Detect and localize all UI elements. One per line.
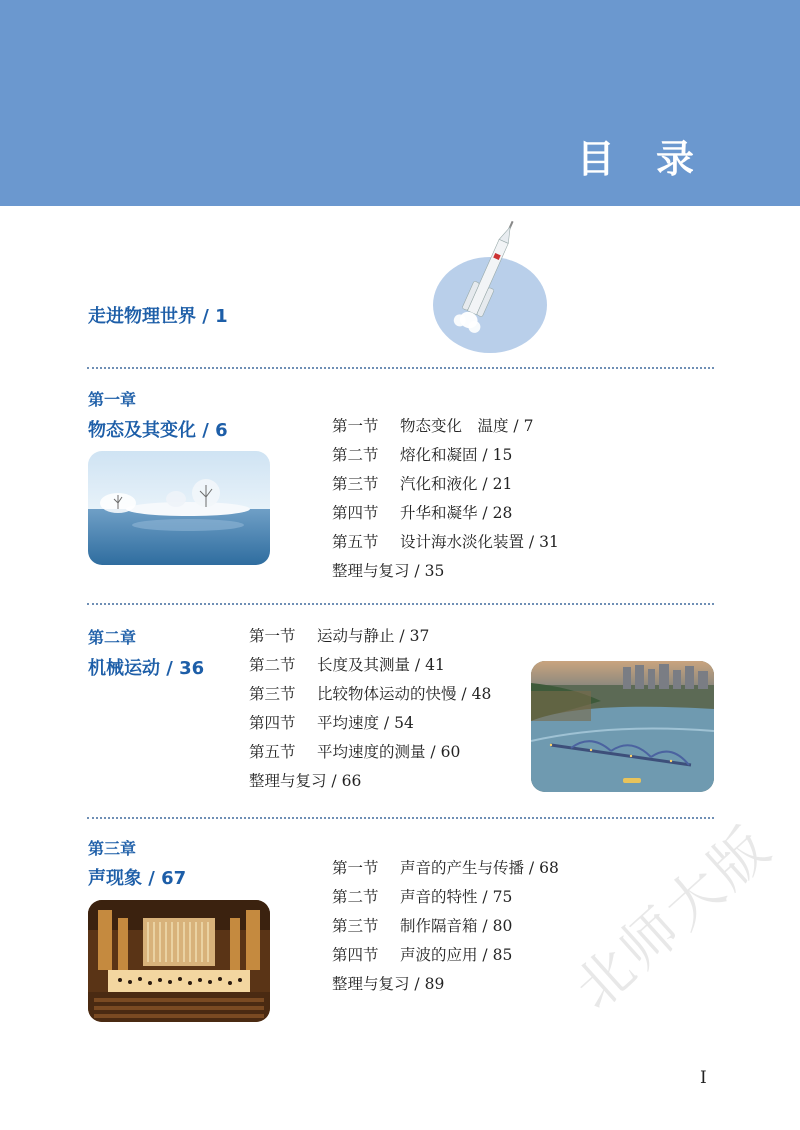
section-number: 第一节 <box>332 417 379 435</box>
section-title: 运动与静止 / 37 <box>317 627 430 645</box>
section-title: 长度及其测量 / 41 <box>317 656 445 674</box>
list-item[interactable] <box>249 709 491 738</box>
section-number: 第三节 <box>332 475 379 493</box>
section-number: 第三节 <box>332 917 379 935</box>
chapter-1-title[interactable]: 物态及其变化 / 6 <box>88 420 228 441</box>
page-title: 目 录 <box>576 137 708 181</box>
review-title: 整理与复习 / 66 <box>249 772 362 790</box>
section-title: 声音的特性 / 75 <box>400 888 513 906</box>
list-item[interactable] <box>332 499 559 528</box>
list-item[interactable] <box>332 854 559 883</box>
list-item[interactable] <box>332 441 559 470</box>
section-title: 升华和凝华 / 28 <box>400 504 513 522</box>
divider <box>87 817 714 819</box>
section-number: 第五节 <box>332 533 379 551</box>
review-title: 整理与复习 / 35 <box>332 562 445 580</box>
list-item[interactable] <box>332 412 559 441</box>
section-number: 第四节 <box>332 504 379 522</box>
review-title: 整理与复习 / 89 <box>332 975 445 993</box>
chapter-3-title[interactable]: 声现象 / 67 <box>88 868 187 889</box>
page-number: I <box>700 1068 707 1088</box>
watermark: 北师大版 <box>563 813 785 1023</box>
chapter-2-label: 第二章 <box>88 628 137 647</box>
list-item[interactable] <box>332 912 559 941</box>
chapter-2-title[interactable]: 机械运动 / 36 <box>88 658 205 679</box>
section-number: 第一节 <box>249 627 296 645</box>
section-number: 第四节 <box>332 946 379 964</box>
section-number: 第二节 <box>249 656 296 674</box>
section-title: 平均速度的测量 / 60 <box>317 743 461 761</box>
review-item[interactable] <box>249 767 491 796</box>
divider <box>87 367 714 369</box>
list-item[interactable] <box>249 738 491 767</box>
section-title: 物态变化 温度 / 7 <box>400 417 534 435</box>
rocket-illustration <box>432 210 550 359</box>
review-item[interactable] <box>332 970 559 999</box>
list-item[interactable] <box>332 941 559 970</box>
section-title: 平均速度 / 54 <box>317 714 414 732</box>
chapter-2-section-list <box>249 622 491 796</box>
list-item[interactable] <box>249 651 491 680</box>
section-title: 比较物体运动的快慢 / 48 <box>317 685 492 703</box>
section-number: 第三节 <box>249 685 296 703</box>
chapter-3-section-list <box>332 854 559 999</box>
section-title: 熔化和凝固 / 15 <box>400 446 513 464</box>
intro-title[interactable]: 走进物理世界 / 1 <box>88 306 228 327</box>
list-item[interactable] <box>332 883 559 912</box>
section-title: 设计海水淡化装置 / 31 <box>400 533 559 551</box>
concert-hall-photo <box>88 900 270 1022</box>
list-item[interactable] <box>249 680 491 709</box>
list-item[interactable] <box>332 528 559 557</box>
frozen-lake-photo <box>88 451 270 565</box>
divider <box>87 603 714 605</box>
section-title: 制作隔音箱 / 80 <box>400 917 513 935</box>
section-number: 第二节 <box>332 888 379 906</box>
chapter-1-section-list <box>332 412 559 586</box>
section-number: 第一节 <box>332 859 379 877</box>
section-title: 声音的产生与传播 / 68 <box>400 859 559 877</box>
section-number: 第四节 <box>249 714 296 732</box>
section-number: 第二节 <box>332 446 379 464</box>
chapter-1-label: 第一章 <box>88 390 137 409</box>
river-bridge-photo <box>531 661 714 792</box>
review-item[interactable] <box>332 557 559 586</box>
list-item[interactable] <box>249 622 491 651</box>
section-number: 第五节 <box>249 743 296 761</box>
section-title: 汽化和液化 / 21 <box>400 475 513 493</box>
section-title: 声波的应用 / 85 <box>400 946 513 964</box>
list-item[interactable] <box>332 470 559 499</box>
chapter-3-label: 第三章 <box>88 839 137 858</box>
